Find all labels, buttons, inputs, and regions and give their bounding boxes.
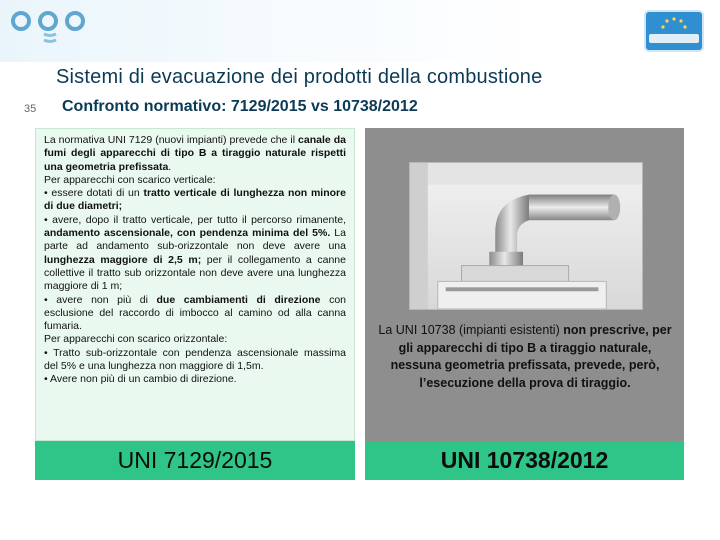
right-text: La UNI 10738 (impianti esistenti): [378, 323, 564, 337]
vertical-discharge-heading: Per apparecchi con scarico verticale:: [44, 173, 216, 186]
paragraph-intro: [44, 134, 346, 174]
slide-title: Sistemi di evacuazione dei prodotti della combustione: [56, 66, 543, 88]
right-bold-text: non prescrive, per gli apparecchi di tipo B a tiraggio naturale, nessuna geometria prefissata, prevede, però, l’esecuzione della prova di tiraggio.: [390, 323, 672, 390]
bullet-single-direction-change: • Avere non più di un cambio di direzione.: [44, 373, 237, 386]
bullet-text: per il collegamento a canne collettive il tratto sub orizzontale non deve avere una lunghezza maggiore di 1 m;: [44, 253, 346, 293]
uni-10738-label-bar: [365, 441, 684, 480]
intro-text: La normativa UNI 7129 (nuovi impianti) prevede che il: [44, 134, 299, 146]
uni-10738-label: UNI 10738/2012: [440, 447, 609, 473]
bullet-text: • avere, dopo il tratto verticale, per tutto il percorso rimanente,: [44, 213, 346, 226]
bullet-bold-text: due cambiamenti di direzione: [156, 293, 321, 306]
page-number: 35: [24, 103, 37, 115]
uni-7129-label: UNI 7129/2015: [117, 447, 273, 473]
intro-end-text: .: [168, 160, 172, 173]
uni-7129-label-bar: [35, 441, 355, 480]
bullet-bold-text: tratto verticale di lunghezza non minore di due diametri;: [44, 187, 346, 213]
bullet-ascending-path: [44, 214, 346, 294]
bullet-text: • essere dotati di un: [44, 187, 144, 200]
bullet-bold-text: lunghezza maggiore di 2,5 m;: [44, 253, 202, 266]
boiler-flue-pipe-photo-icon: [409, 162, 643, 310]
bullet-vertical-section: [44, 187, 346, 214]
bullet-direction-changes: [44, 294, 346, 334]
bullet-text: • avere non più di: [44, 293, 157, 306]
intro-bold-text: canale da fumi degli apparecchi di tipo B a tiraggio naturale rispetti una geometria prefissata: [44, 134, 346, 173]
horizontal-discharge-heading: Per apparecchi con scarico orizzontale:: [44, 333, 228, 346]
left-text-block: [44, 134, 346, 387]
bullet-bold-text: andamento ascensionale, con pendenza minima del 5%.: [44, 227, 331, 240]
slide-subtitle: Confronto normativo: 7129/2015 vs 10738/2012: [62, 98, 418, 115]
bullet-text: La parte ad andamento sub-orizzontale non deve avere una: [44, 227, 346, 253]
european-union-logo-icon: [644, 10, 704, 52]
bullet-horizontal-section: • Tratto sub-orizzontale con pendenza ascensionale massima del 5% e una lunghezza non maggiore di 1,5m.: [44, 346, 346, 373]
bullet-text: con esclusione del raccordo di imbocco al camino od alla canna fumaria.: [44, 293, 346, 333]
right-text-block: [372, 322, 678, 392]
header-banner: [0, 0, 720, 62]
organization-logo-icon: [8, 8, 90, 48]
